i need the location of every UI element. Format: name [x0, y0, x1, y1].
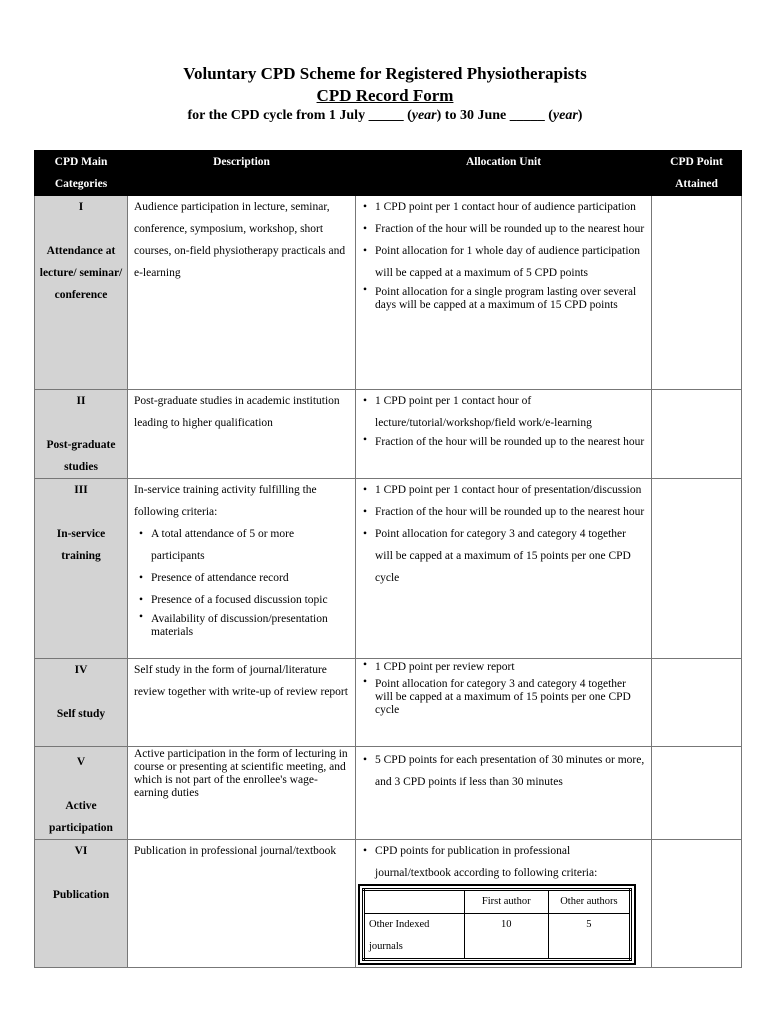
form-title: Voluntary CPD Scheme for Registered Physiotherapists [183, 64, 587, 83]
pub-header-first: First author [464, 890, 548, 914]
header-points: CPD Point Attained [652, 151, 742, 196]
category-numeral: II [76, 395, 86, 407]
category-name: Self study [56, 708, 106, 720]
category-numeral: V [76, 756, 86, 768]
allocation-cell [356, 390, 652, 479]
allocation-item: • Point allocation for category 3 and category 4 together will be capped at a maximum of 15 points per one CPD cycle [375, 676, 645, 719]
points-cell[interactable] [652, 840, 742, 968]
allocation-item: • 5 CPD points for each presentation of 30 minutes or more, and 3 CPD points if less than 30 minutes [375, 749, 645, 793]
cycle-line: for the CPD cycle from 1 July _____ (year) to 30 June _____ (year) [187, 108, 583, 123]
allocation-item: • 1 CPD point per 1 contact hour of lecture/tutorial/workshop/field work/e-learning [375, 390, 645, 434]
allocation-cell [356, 747, 652, 840]
category-name: Post-graduate studies [46, 439, 116, 473]
category-name: Active participation [49, 800, 113, 834]
table-row [35, 659, 742, 747]
table-row [35, 390, 742, 479]
table-row [35, 840, 742, 968]
allocation-item: • Fraction of the hour will be rounded up to the nearest hour [375, 501, 645, 523]
description-cell [128, 479, 356, 659]
category-name: In-service training [56, 528, 106, 562]
category-name: Publication [52, 889, 110, 901]
category-numeral: I [78, 201, 84, 213]
allocation-item: • Point allocation for category 3 and category 4 together will be capped at a maximum of 15 points per one CPD cycle [375, 523, 645, 589]
description-text: In-service training activity fulfilling the following criteria: [134, 484, 317, 518]
category-cell [35, 196, 128, 390]
header-allocation: Allocation Unit [356, 151, 652, 196]
pub-other-value: 5 [548, 914, 630, 960]
criteria-item: • A total attendance of 5 or more participants [151, 523, 349, 567]
pub-header-other: Other authors [548, 890, 630, 914]
pub-row-label: Other Indexed journals [364, 914, 465, 960]
allocation-item: • 1 CPD point per 1 contact hour of audience participation [375, 196, 645, 218]
criteria-item: • Presence of attendance record [151, 567, 349, 589]
table-row [35, 196, 742, 390]
category-cell [35, 479, 128, 659]
category-name: Attendance at lecture/ seminar/ conference [39, 245, 123, 301]
allocation-item: • 1 CPD point per 1 contact hour of presentation/discussion [375, 479, 645, 501]
description-cell: Self study in the form of journal/literature review together with write-up of review report [128, 659, 356, 747]
header-category: CPD Main Categories [35, 151, 128, 196]
allocation-item: • 1 CPD point per review report [375, 659, 645, 676]
category-numeral: III [74, 484, 88, 496]
allocation-item: • Fraction of the hour will be rounded up to the nearest hour [375, 218, 645, 240]
allocation-cell [356, 840, 652, 968]
allocation-item: • Point allocation for a single program lasting over several days will be capped at a maximum of 15 CPD points [375, 284, 645, 314]
allocation-item: • Fraction of the hour will be rounded up to the nearest hour [375, 434, 645, 451]
table-row [35, 747, 742, 840]
criteria-item: • Availability of discussion/presentation materials [151, 611, 349, 641]
allocation-cell [356, 196, 652, 390]
category-numeral: IV [74, 664, 88, 676]
points-cell[interactable] [652, 659, 742, 747]
pub-first-value: 10 [464, 914, 548, 960]
description-cell: Audience participation in lecture, seminar, conference, symposium, workshop, short courses, on-field physiotherapy practicals and e-learning [128, 196, 356, 390]
pub-empty-cell [364, 890, 465, 914]
criteria-item: • Presence of a focused discussion topic [151, 589, 349, 611]
points-cell[interactable] [652, 390, 742, 479]
category-cell [35, 390, 128, 479]
category-cell [35, 747, 128, 840]
description-cell [128, 747, 356, 840]
table-header-row [35, 151, 742, 196]
description-cell: Post-graduate studies in academic institution leading to higher qualification [128, 390, 356, 479]
points-cell[interactable] [652, 196, 742, 390]
allocation-item: • Point allocation for 1 whole day of audience participation will be capped at a maximum of 5 CPD points [375, 240, 645, 284]
header-description: Description [128, 151, 356, 196]
category-numeral: VI [74, 845, 88, 857]
description-text: Active participation in the form of lecturing in course or presenting at scientific meeting, and which is not part of the enrollee's wage-earning duties [134, 748, 348, 799]
points-cell[interactable] [652, 747, 742, 840]
category-cell [35, 659, 128, 747]
description-cell: Publication in professional journal/textbook [128, 840, 356, 968]
allocation-cell [356, 659, 652, 747]
table-row [35, 479, 742, 659]
cpd-record-table [34, 150, 742, 968]
points-cell[interactable] [652, 479, 742, 659]
allocation-item: • CPD points for publication in professional journal/textbook according to following criteria: [375, 840, 649, 884]
allocation-cell [356, 479, 652, 659]
publication-table [362, 888, 632, 961]
form-subtitle: CPD Record Form [316, 86, 454, 105]
category-cell [35, 840, 128, 968]
